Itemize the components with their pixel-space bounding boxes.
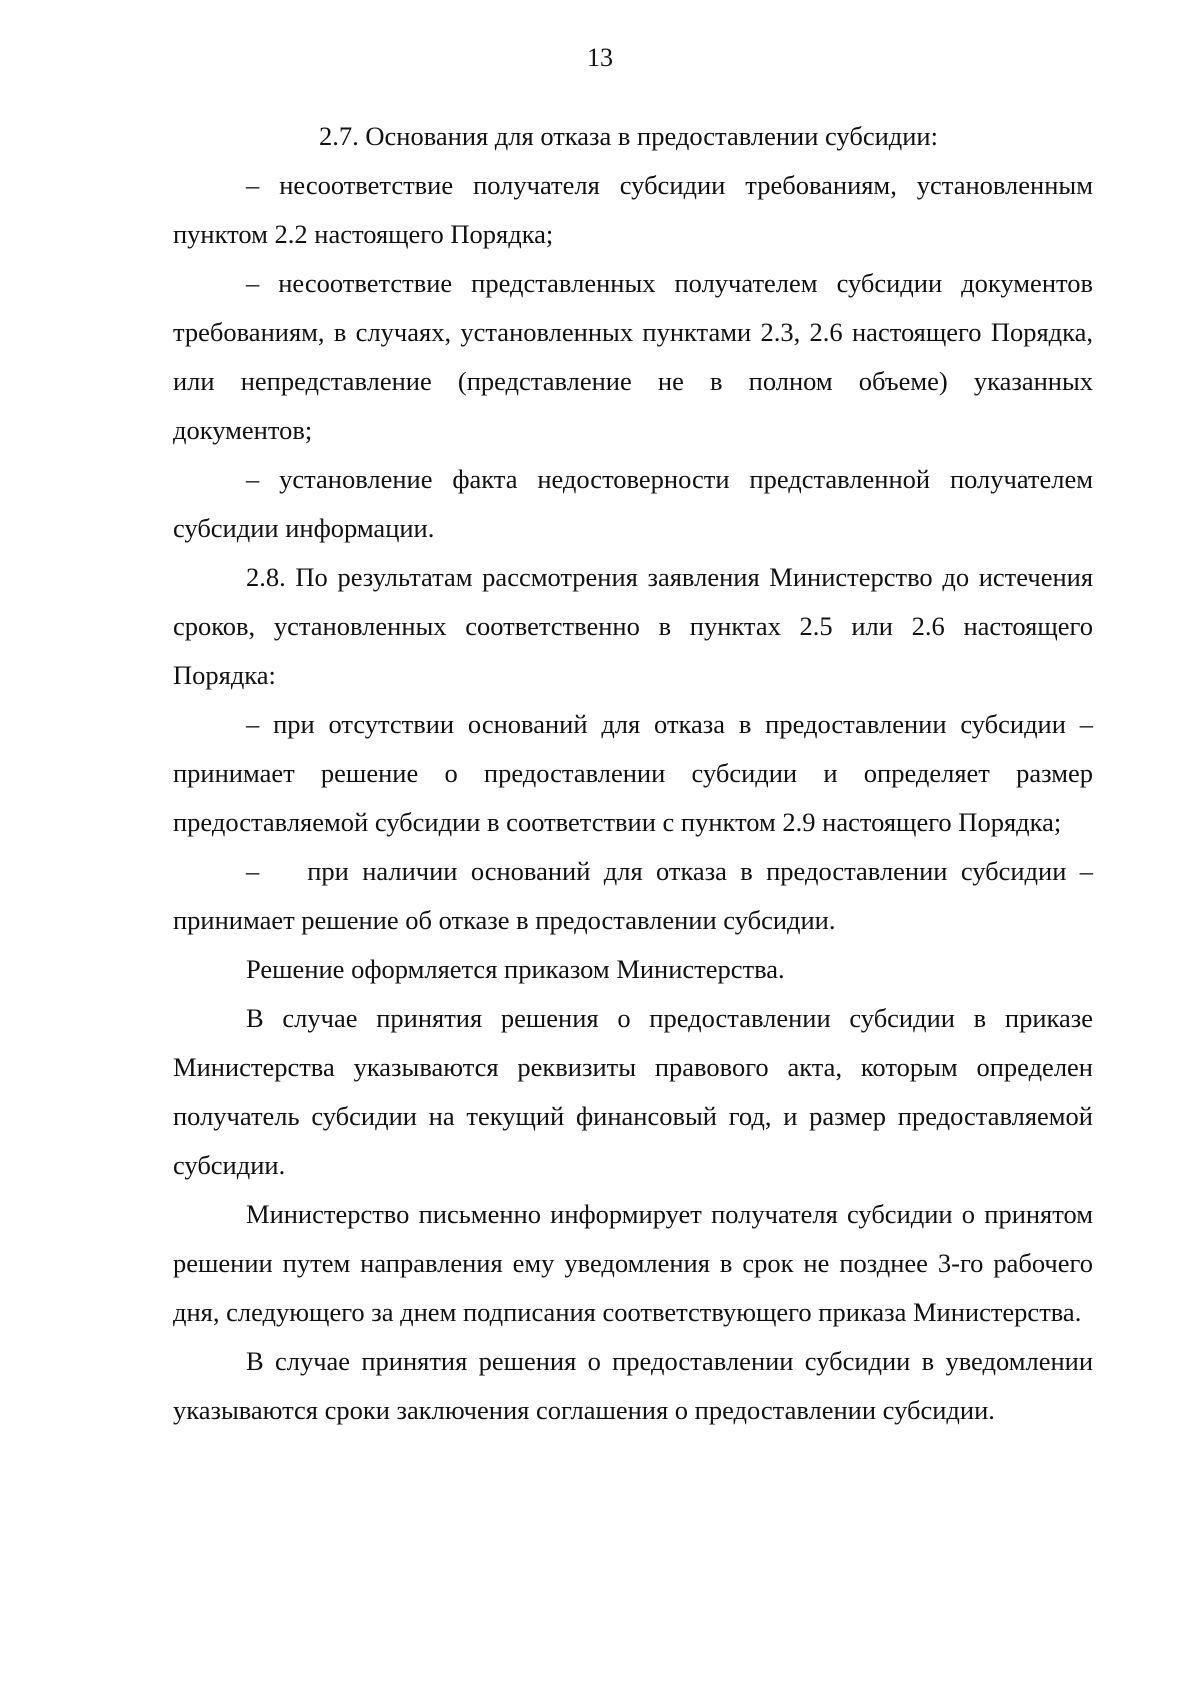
list-item-no-grounds: – при отсутствии оснований для отказа в предоставлении субсидии – принимает решение о предоставлении субсидии и определяет размер предоставляемой субсидии в соответствии с пунктом 2.9 настоящего Порядка; <box>173 709 1093 837</box>
page-number: 13 <box>587 43 613 72</box>
paragraph-order-details: В случае принятия решения о предоставлении субсидии в приказе Министерства указываются реквизиты правового акта, которым определен получатель субсидии на текущий финансовый год, и размер предоставляемой субсидии. <box>173 1003 1093 1180</box>
paragraph-decision: Решение оформляется приказом Министерства. <box>246 954 785 984</box>
paragraph-agreement-terms: В случае принятия решения о предоставлении субсидии в уведомлении указываются сроки заключения соглашения о предоставлении субсидии. <box>173 1346 1093 1425</box>
paragraph-2-7 <box>173 112 1093 161</box>
list-item-grounds <box>173 847 1093 945</box>
list-item-requirements: – несоответствие получателя субсидии требованиям, установленным пунктом 2.2 настоящего Порядка; <box>173 170 1093 249</box>
paragraph-text: По результатам рассмотрения заявления Министерство до истечения сроков, установленных соответственно в пунктах 2.5 или 2.6 настоящего Порядка: <box>173 562 1094 690</box>
paragraph-text: Основания для отказа в предоставлении субсидии: <box>365 121 938 151</box>
paragraph-text: при наличии оснований для отказа в предоставлении субсидии – принимает решение об отказе в предоставлении субсидии. <box>173 856 1093 935</box>
list-item-false-information: – установление факта недостоверности представленной получателем субсидии информации. <box>173 464 1093 543</box>
list-dash: – <box>246 856 260 886</box>
paragraph-number: 2.7. <box>319 121 359 151</box>
paragraph-2-8 <box>173 553 1093 700</box>
paragraph-number: 2.8. <box>246 562 286 592</box>
document-body <box>173 112 1093 1435</box>
paragraph-notification: Министерство письменно информирует получателя субсидии о принятом решении путем направления ему уведомления в срок не позднее 3-го рабочего дня, следующего за днем подписания соответствующего приказа Министерства. <box>173 1199 1093 1327</box>
list-item-documents: – несоответствие представленных получателем субсидии документов требованиям, в случаях, установленных пунктами 2.3, 2.6 настоящего Порядка, или непредставление (представление не в полном объеме) указанных документов; <box>173 268 1093 445</box>
